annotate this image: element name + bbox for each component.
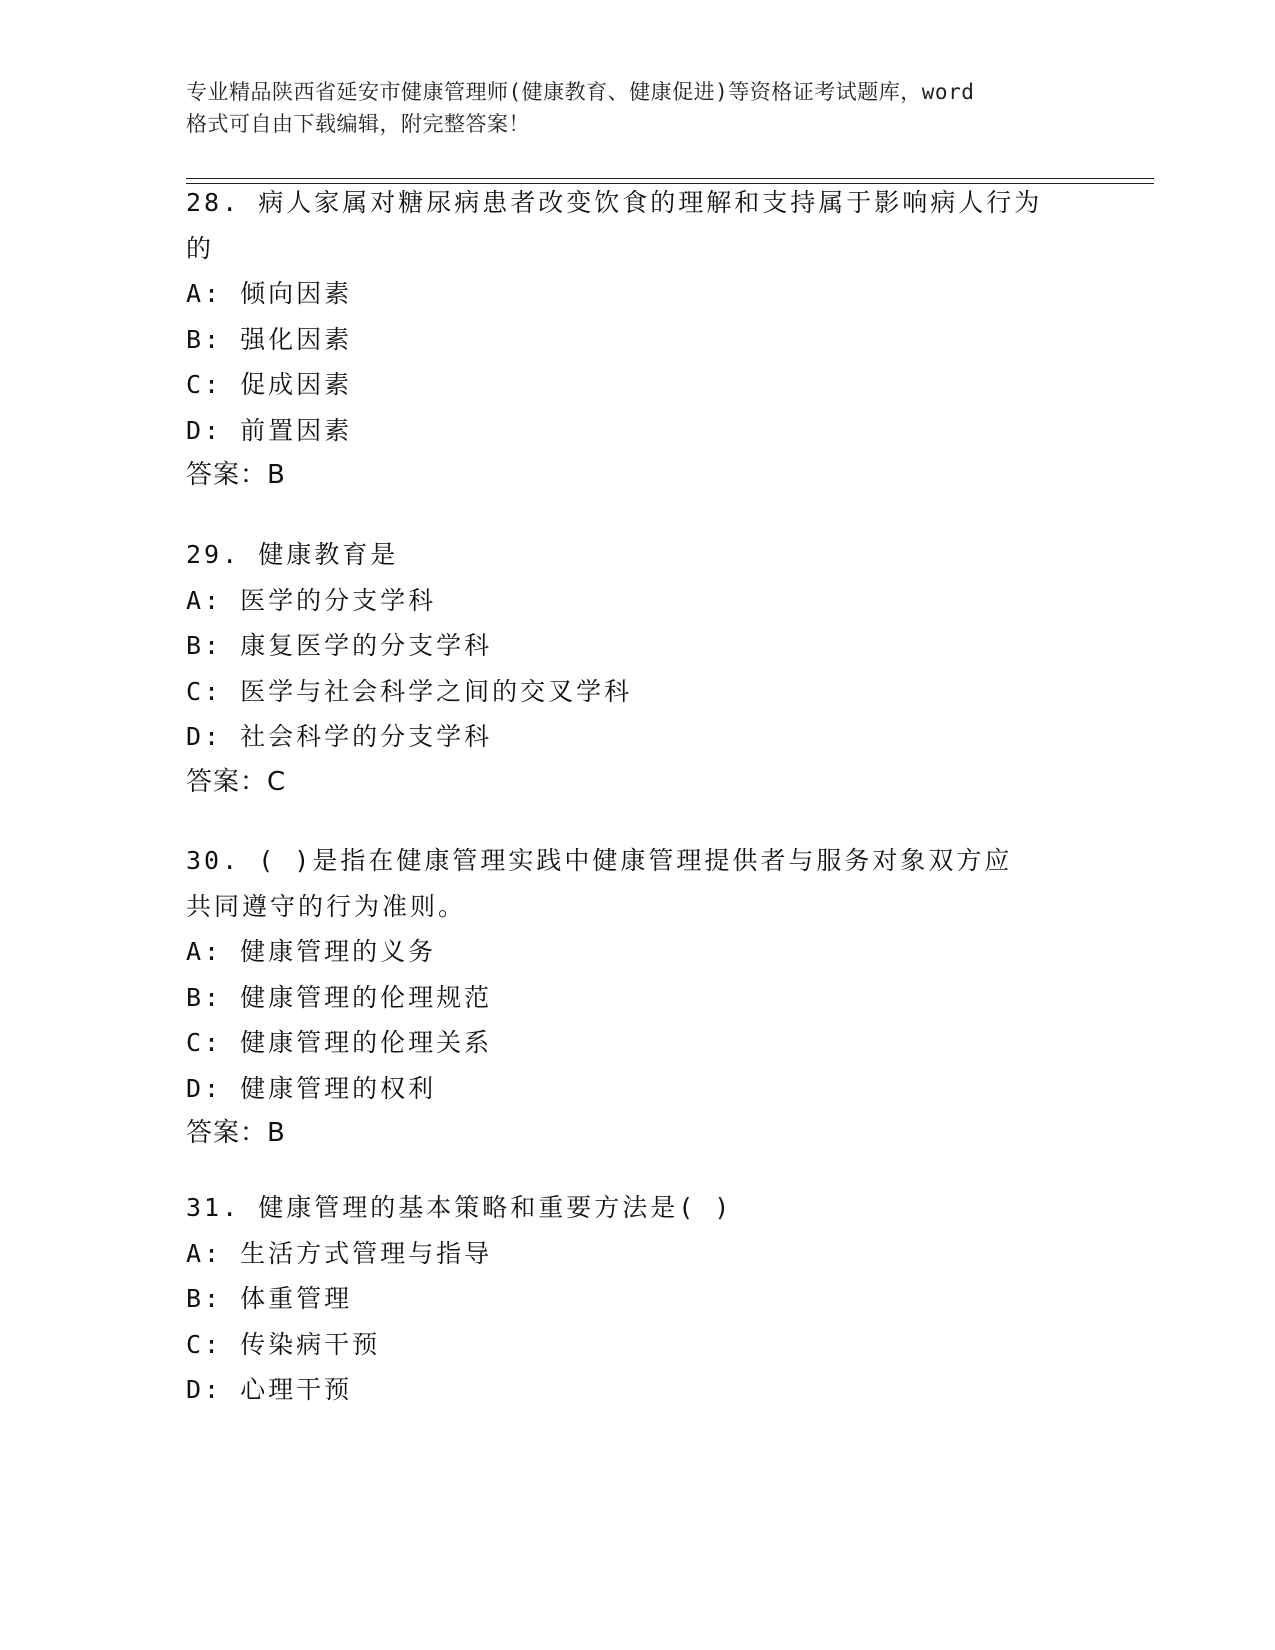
option-b: B: 强化因素 <box>186 324 353 354</box>
option-b: B: 健康管理的伦理规范 <box>186 982 493 1012</box>
header-line-2: 格式可自由下载编辑，附完整答案！ <box>186 112 530 136</box>
option-c: C: 医学与社会科学之间的交叉学科 <box>186 676 633 706</box>
option-a: A: 医学的分支学科 <box>186 585 437 615</box>
question-31 <box>186 1185 1086 1413</box>
answer-line: 答案：B <box>186 1118 286 1148</box>
question-stem-continued: 的 <box>186 233 215 263</box>
question-stem: 30. ( )是指在健康管理实践中健康管理提供者与服务对象双方应 <box>186 846 1013 875</box>
question-28 <box>186 180 1086 499</box>
option-d: D: 前置因素 <box>186 415 353 445</box>
option-d: D: 心理干预 <box>186 1375 353 1404</box>
option-d: D: 健康管理的权利 <box>186 1073 437 1103</box>
answer-line: 答案：B <box>186 460 286 490</box>
option-a: A: 健康管理的义务 <box>186 937 437 966</box>
option-b: B: 体重管理 <box>186 1284 353 1313</box>
question-29 <box>186 532 1086 805</box>
option-c: C: 健康管理的伦理关系 <box>186 1028 493 1057</box>
question-stem: 28. 病人家属对糖尿病患者改变饮食的理解和支持属于影响病人行为 <box>186 188 1043 217</box>
option-a: A: 倾向因素 <box>186 279 353 308</box>
answer-line: 答案：C <box>186 766 287 797</box>
option-c: C: 促成因素 <box>186 370 353 399</box>
document-header <box>186 76 1086 140</box>
option-c: C: 传染病干预 <box>186 1329 381 1359</box>
header-rule-top <box>186 178 1154 179</box>
question-stem-continued: 共同遵守的行为准则。 <box>186 891 467 921</box>
option-a: A: 生活方式管理与指导 <box>186 1238 493 1268</box>
option-b: B: 康复医学的分支学科 <box>186 631 493 660</box>
question-30 <box>186 838 1086 1157</box>
question-stem: 29. 健康教育是 <box>186 540 399 569</box>
question-stem: 31. 健康管理的基本策略和重要方法是( ) <box>186 1193 733 1222</box>
header-line-1: 专业精品陕西省延安市健康管理师(健康教育、健康促进)等资格证考试题库，word <box>186 80 975 104</box>
option-d: D: 社会科学的分支学科 <box>186 722 493 751</box>
